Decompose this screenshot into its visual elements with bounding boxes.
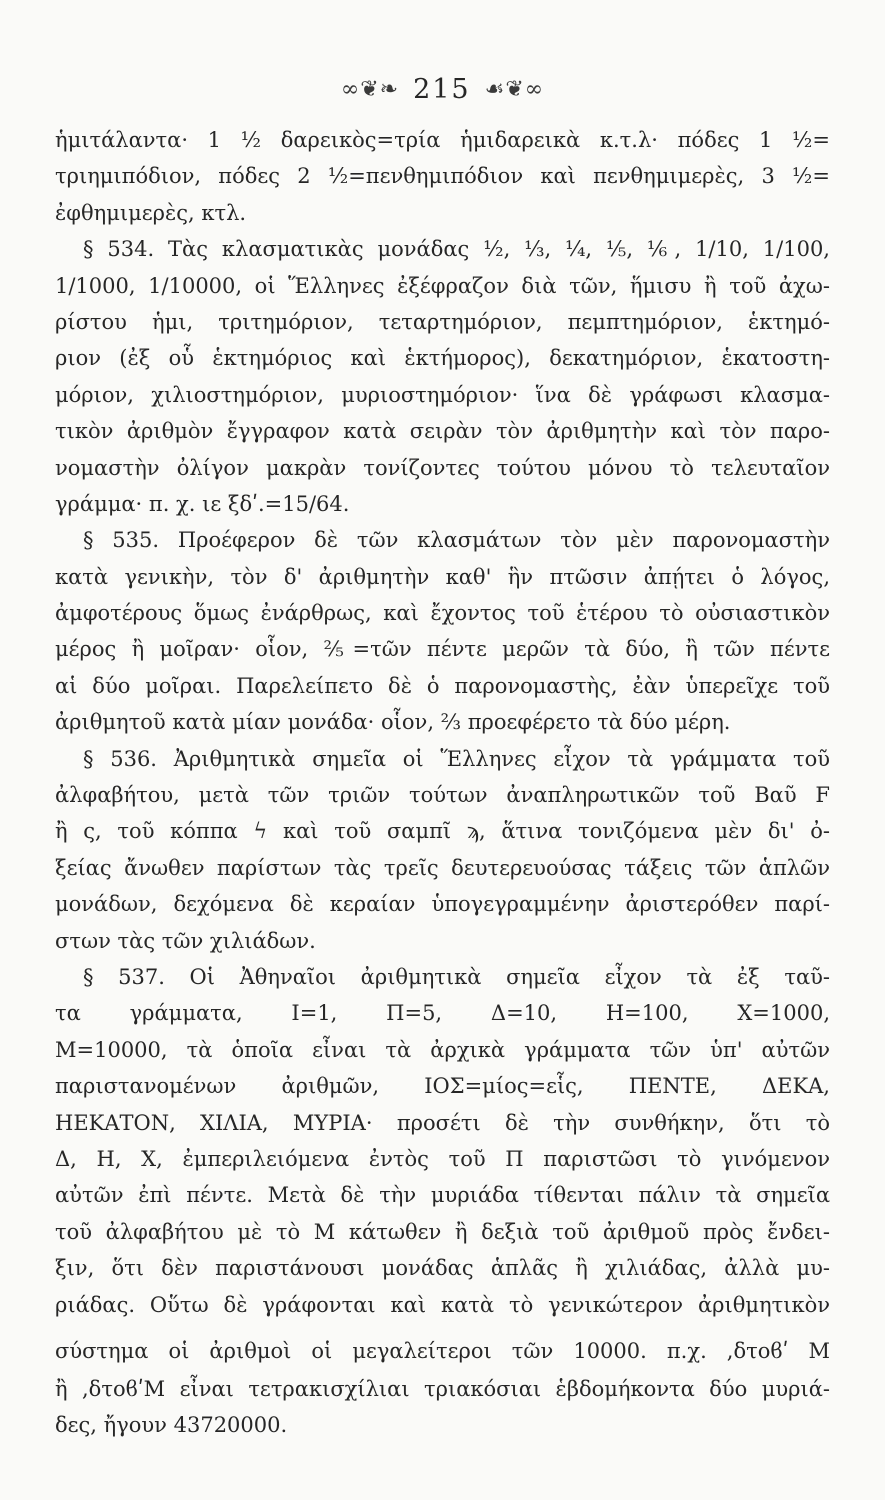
text-line: τοῦ ἀλφαβήτου μὲ τὸ Μ κάτωθεν ἢ δεξιὰ τοῦ ἀριθμοῦ πρὸς ἔνδει- xyxy=(55,1219,830,1244)
page-header xyxy=(0,74,885,105)
text-line: ἡμιτάλαντα· 1 ½ δαρεικὸς=τρία ἡμιδαρεικὰ κ.τ.λ· πόδες 1 ½= xyxy=(55,128,830,152)
text-line: ἀριθμητοῦ κατὰ μίαν μονάδα· οἷον, ⅔ προεφέρετο τὰ δύο μέρη. xyxy=(55,710,731,735)
text-line: γράμμα· π. χ. ιε ξδʹ.=15/64. xyxy=(55,491,350,516)
text-line: αἱ δύο μοῖραι. Παρελείπετο δὲ ὁ παρονομαστὴς, ἐὰν ὑπερεῖχε τοῦ xyxy=(55,673,830,698)
text-line: ἀλφαβήτου, μετὰ τῶν τριῶν τούτων ἀναπληρωτικῶν τοῦ Βαῦ F xyxy=(55,783,830,808)
text-line: τριημιπόδιον, πόδες 2 ½=πενθημιπόδιον καὶ πενθημιμερὲς, 3 ½= xyxy=(55,164,830,189)
text-line: μέρος ἢ μοῖραν· οἷον, ⅖=τῶν πέντε μερῶν τὰ δύο, ἢ τῶν πέντε xyxy=(55,637,830,662)
text-line: παριστανομένων ἀριθμῶν, ΙΟΣ=μίος=εἷς, ΠΕΝΤΕ, ΔΕΚΑ, xyxy=(55,1074,830,1099)
section-535-heading-line: § 535. Προέφερον δὲ τῶν κλασμάτων τὸν μὲν παρονομαστὴν xyxy=(83,528,830,553)
section-537-heading-line: § 537. Οἱ Ἀθηναῖοι ἀριθμητικὰ σημεῖα εἶχον τὰ ἐξ ταῦ- xyxy=(83,964,830,989)
text-line: τικὸν ἀριθμὸν ἔγγραφον κατὰ σειρὰν τὸν ἀριθμητὴν καὶ τὸν παρο- xyxy=(55,419,830,444)
text-line: 1/1000, 1/10000, οἱ Ἕλληνες ἐξέφραζον διὰ τῶν, ἥμισυ ἢ τοῦ ἀχω- xyxy=(55,273,830,298)
text-line: στων τὰς τῶν χιλιάδων. xyxy=(55,928,316,953)
text-line: ριάδας. Οὕτω δὲ γράφονται καὶ κατὰ τὸ γενικώτερον ἀριθμητικὸν xyxy=(55,1292,830,1317)
text-line: τα γράμματα, Ι=1, Π=5, Δ=10, Η=100, Χ=1000, xyxy=(55,1001,830,1026)
text-line: μόριον, χιλιοστημόριον, μυριοστημόριον· ἵνα δὲ γράφωσι κλασμα- xyxy=(55,382,830,407)
text-line: ξιν, ὅτι δὲν παριστάνουσι μονάδας ἁπλᾶς ἢ χιλιάδας, ἀλλὰ μυ- xyxy=(55,1256,830,1281)
ornament-left-icon: ∞❦❧ xyxy=(340,77,400,102)
text-line: ἀμφοτέρους ὅμως ἐνάρθρως, καὶ ἔχοντος τοῦ ἑτέρου τὸ οὐσιαστικὸν xyxy=(55,601,830,626)
text-line: νομαστὴν ὀλίγον μακρὰν τονίζοντες τούτου μόνου τὸ τελευταῖον xyxy=(55,455,830,480)
text-line: κατὰ γενικὴν, τὸν δ' ἀριθμητὴν καθ' ἣν πτῶσιν ἀπῄτει ὁ λόγος, xyxy=(55,564,830,589)
text-line: ἢ ,δτοϐʹΜ εἶναι τετρακισχίλιαι τριακόσιαι ἑβδομήκοντα δύο μυριά- xyxy=(55,1376,830,1401)
body-text xyxy=(55,122,830,1444)
text-line: ξείας ἄνωθεν παρίστων τὰς τρεῖς δευτερευούσας τάξεις τῶν ἁπλῶν xyxy=(55,855,830,880)
text-line: Δ, Η, Χ, ἐμπεριλειόμενα ἐντὸς τοῦ Π παριστῶσι τὸ γινόμενον xyxy=(55,1146,830,1171)
page-number: 215 xyxy=(413,74,471,105)
text-line: ριον (ἐξ οὗ ἑκτημόριος καὶ ἑκτήμορος), δεκατημόριον, ἑκατοστη- xyxy=(55,346,830,371)
text-line: ἐφθημιμερὲς, κτλ. xyxy=(55,200,247,225)
section-534-heading-line: § 534. Τὰς κλασματικὰς μονάδας ½, ⅓, ¼, ⅕, ⅙, 1/10, 1/100, xyxy=(83,237,830,262)
section-536-heading-line: § 536. Ἀριθμητικὰ σημεῖα οἱ Ἕλληνες εἶχον τὰ γράμματα τοῦ xyxy=(83,746,830,771)
text-line: αὐτῶν ἐπὶ πέντε. Μετὰ δὲ τὴν μυριάδα τίθενται πάλιν τὰ σημεῖα xyxy=(55,1183,830,1208)
text-line: ἢ ς, τοῦ κόππα ϟ καὶ τοῦ σαμπῖ ϡ, ἅτινα τονιζόμενα μὲν δι' ὀ- xyxy=(55,819,830,844)
text-line: Μ=10000, τὰ ὁποῖα εἶναι τὰ ἀρχικὰ γράμματα τῶν ὑπ' αὐτῶν xyxy=(55,1037,830,1062)
text-line: δες, ἤγουν 43720000. xyxy=(55,1413,288,1438)
text-line: ΗΕΚΑΤΟΝ, ΧΙΛΙΑ, ΜΥΡΙΑ· προσέτι δὲ τὴν συνθήκην, ὅτι τὸ xyxy=(55,1110,830,1135)
text-line: σύστημα οἱ ἀριθμοὶ οἱ μεγαλείτεροι τῶν 10000. π.χ. ,δτοϐʹ Μ xyxy=(55,1338,830,1363)
text-line: ρίστου ἡμι, τριτημόριον, τεταρτημόριον, πεμπτημόριον, ἑκτημό- xyxy=(55,309,830,334)
ornament-right-icon: ☙❦∞ xyxy=(484,77,545,102)
text-line: μονάδων, δεχόμενα δὲ κεραίαν ὑπογεγραμμένην ἀριστερόθεν παρί- xyxy=(55,892,830,917)
